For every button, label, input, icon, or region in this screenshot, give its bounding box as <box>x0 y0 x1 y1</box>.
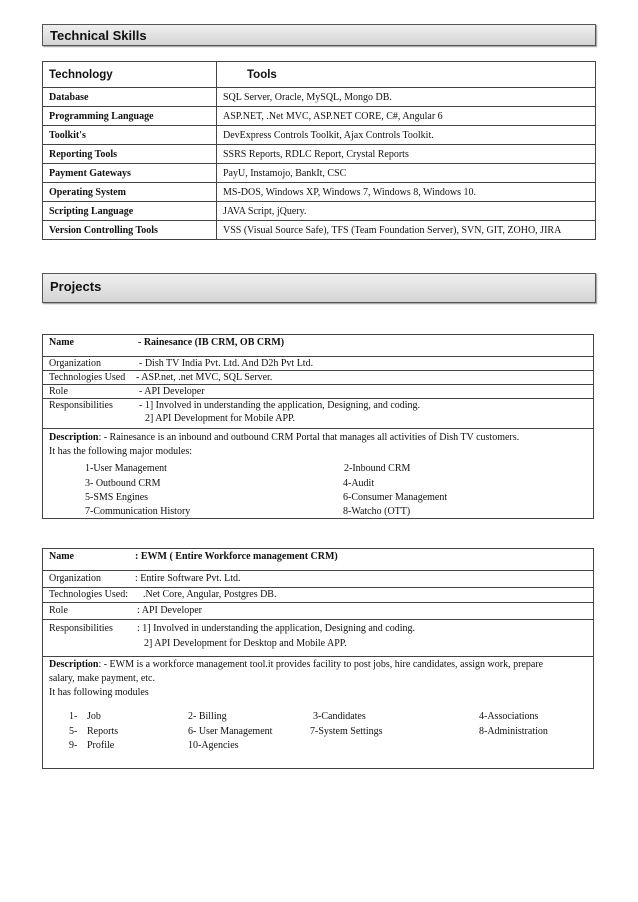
organization-label: Organization <box>49 573 102 584</box>
technology-cell: Payment Gateways <box>43 164 217 183</box>
project-name-row <box>43 549 593 571</box>
tools-cell: SQL Server, Oracle, MySQL, Mongo DB. <box>217 88 596 107</box>
responsibilities-value-1: - 1] Involved in understanding the application, Designing, and coding. <box>139 400 421 411</box>
responsibilities-row <box>43 620 593 657</box>
table-row <box>43 88 596 107</box>
list-item: 4-Audit <box>343 478 375 489</box>
role-label: Role <box>49 605 68 616</box>
role-row <box>43 603 593 620</box>
list-item: 5-SMS Engines <box>85 492 149 503</box>
tools-cell: SSRS Reports, RDLC Report, Crystal Reports <box>217 145 596 164</box>
table-row <box>43 164 596 183</box>
list-item: 10-Agencies <box>188 740 239 751</box>
tools-cell: ASP.NET, .Net MVC, ASP.NET CORE, C#, Angular 6 <box>217 107 596 126</box>
tools-cell: MS-DOS, Windows XP, Windows 7, Windows 8, Windows 10. <box>217 183 596 202</box>
description-text-2: salary, make payment, etc. <box>49 673 155 684</box>
table-row <box>43 126 596 145</box>
list-item: 8-Administration <box>479 726 548 737</box>
role-value: : API Developer <box>137 605 202 616</box>
project-name-value: : EWM ( Entire Workforce management CRM) <box>135 551 338 562</box>
technical-skills-header: Technical Skills <box>42 24 596 46</box>
responsibilities-label: Responsibilities <box>49 400 113 411</box>
organization-row <box>43 357 593 371</box>
table-row <box>43 221 596 240</box>
list-item: 3-Candidates <box>313 711 366 722</box>
technology-cell: Toolkit's <box>43 126 217 145</box>
technology-cell: Database <box>43 88 217 107</box>
list-item: 2- Billing <box>188 711 227 722</box>
tools-cell: VSS (Visual Source Safe), TFS (Team Foundation Server), SVN, GIT, ZOHO, JIRA <box>217 221 596 240</box>
list-item: 5- <box>69 726 78 737</box>
tools-cell: JAVA Script, jQuery. <box>217 202 596 221</box>
list-item: 8-Watcho (OTT) <box>343 506 411 517</box>
list-item: 1- <box>69 711 78 722</box>
project-rainesance <box>42 334 594 519</box>
list-item: 7-System Settings <box>310 726 383 737</box>
list-item: Profile <box>87 740 115 751</box>
responsibilities-value-2: 2] API Development for Mobile APP. <box>145 413 295 424</box>
technologies-label: Technologies Used <box>49 372 126 383</box>
description-text-3: It has following modules <box>49 687 149 698</box>
table-row <box>43 145 596 164</box>
project-name-row <box>43 335 593 357</box>
table-row <box>43 202 596 221</box>
responsibilities-label: Responsibilities <box>49 623 113 634</box>
projects-header: Projects <box>42 273 596 303</box>
technologies-label: Technologies Used: <box>49 589 129 600</box>
technology-cell: Programming Language <box>43 107 217 126</box>
responsibilities-row <box>43 399 593 429</box>
responsibilities-value-1: : 1] Involved in understanding the application, Designing and coding. <box>137 623 415 634</box>
technologies-value: - ASP.net, .net MVC, SQL Server. <box>136 372 273 383</box>
list-item: Reports <box>87 726 119 737</box>
role-row <box>43 385 593 399</box>
project-name-label: Name <box>49 337 74 348</box>
technology-cell: Scripting Language <box>43 202 217 221</box>
organization-value: - Dish TV India Pvt. Ltd. And D2h Pvt Ltd. <box>139 358 314 369</box>
skills-table <box>42 61 596 240</box>
list-item: 3- Outbound CRM <box>85 478 161 489</box>
description-text: : - EWM is a workforce management tool.it provides facility to post jobs, hire candidates, assign work, prepare <box>98 659 544 670</box>
description-label: Description <box>49 432 99 443</box>
role-value: - API Developer <box>139 386 205 397</box>
role-label: Role <box>49 386 68 397</box>
list-item: 6- User Management <box>188 726 273 737</box>
project-description <box>43 429 593 459</box>
tools-cell: PayU, Instamojo, BankIt, CSC <box>217 164 596 183</box>
technologies-row <box>43 588 593 603</box>
list-item: 6-Consumer Management <box>343 492 448 503</box>
project-description <box>43 657 593 700</box>
description-text-2: It has the following major modules: <box>49 446 193 457</box>
table-row <box>43 107 596 126</box>
tools-column-header: Tools <box>217 62 596 88</box>
technologies-row <box>43 371 593 385</box>
description-text: : - Rainesance is an inbound and outbound CRM Portal that manages all activities of Dish TV customers. <box>98 432 520 443</box>
list-item: 9- <box>69 740 78 751</box>
responsibilities-value-2: 2] API Development for Desktop and Mobile APP. <box>144 638 347 649</box>
list-item: 2-Inbound CRM <box>344 463 411 474</box>
project-name-value: - Rainesance (IB CRM, OB CRM) <box>138 337 285 348</box>
tools-cell: DevExpress Controls Toolkit, Ajax Controls Toolkit. <box>217 126 596 145</box>
list-item: 4-Associations <box>479 711 539 722</box>
list-item: 1-User Management <box>85 463 167 474</box>
organization-value: : Entire Software Pvt. Ltd. <box>135 573 241 584</box>
organization-label: Organization <box>49 358 102 369</box>
technologies-value: .Net Core, Angular, Postgres DB. <box>143 589 277 600</box>
technology-column-header: Technology <box>43 62 217 88</box>
description-label: Description <box>49 659 99 670</box>
project-name-label: Name <box>49 551 74 562</box>
list-item: Job <box>87 711 101 722</box>
skills-table-header-row <box>43 62 596 88</box>
table-row <box>43 183 596 202</box>
technology-cell: Operating System <box>43 183 217 202</box>
project-ewm <box>42 548 594 769</box>
organization-row <box>43 571 593 588</box>
technology-cell: Reporting Tools <box>43 145 217 164</box>
technology-cell: Version Controlling Tools <box>43 221 217 240</box>
list-item: 7-Communication History <box>85 506 191 517</box>
